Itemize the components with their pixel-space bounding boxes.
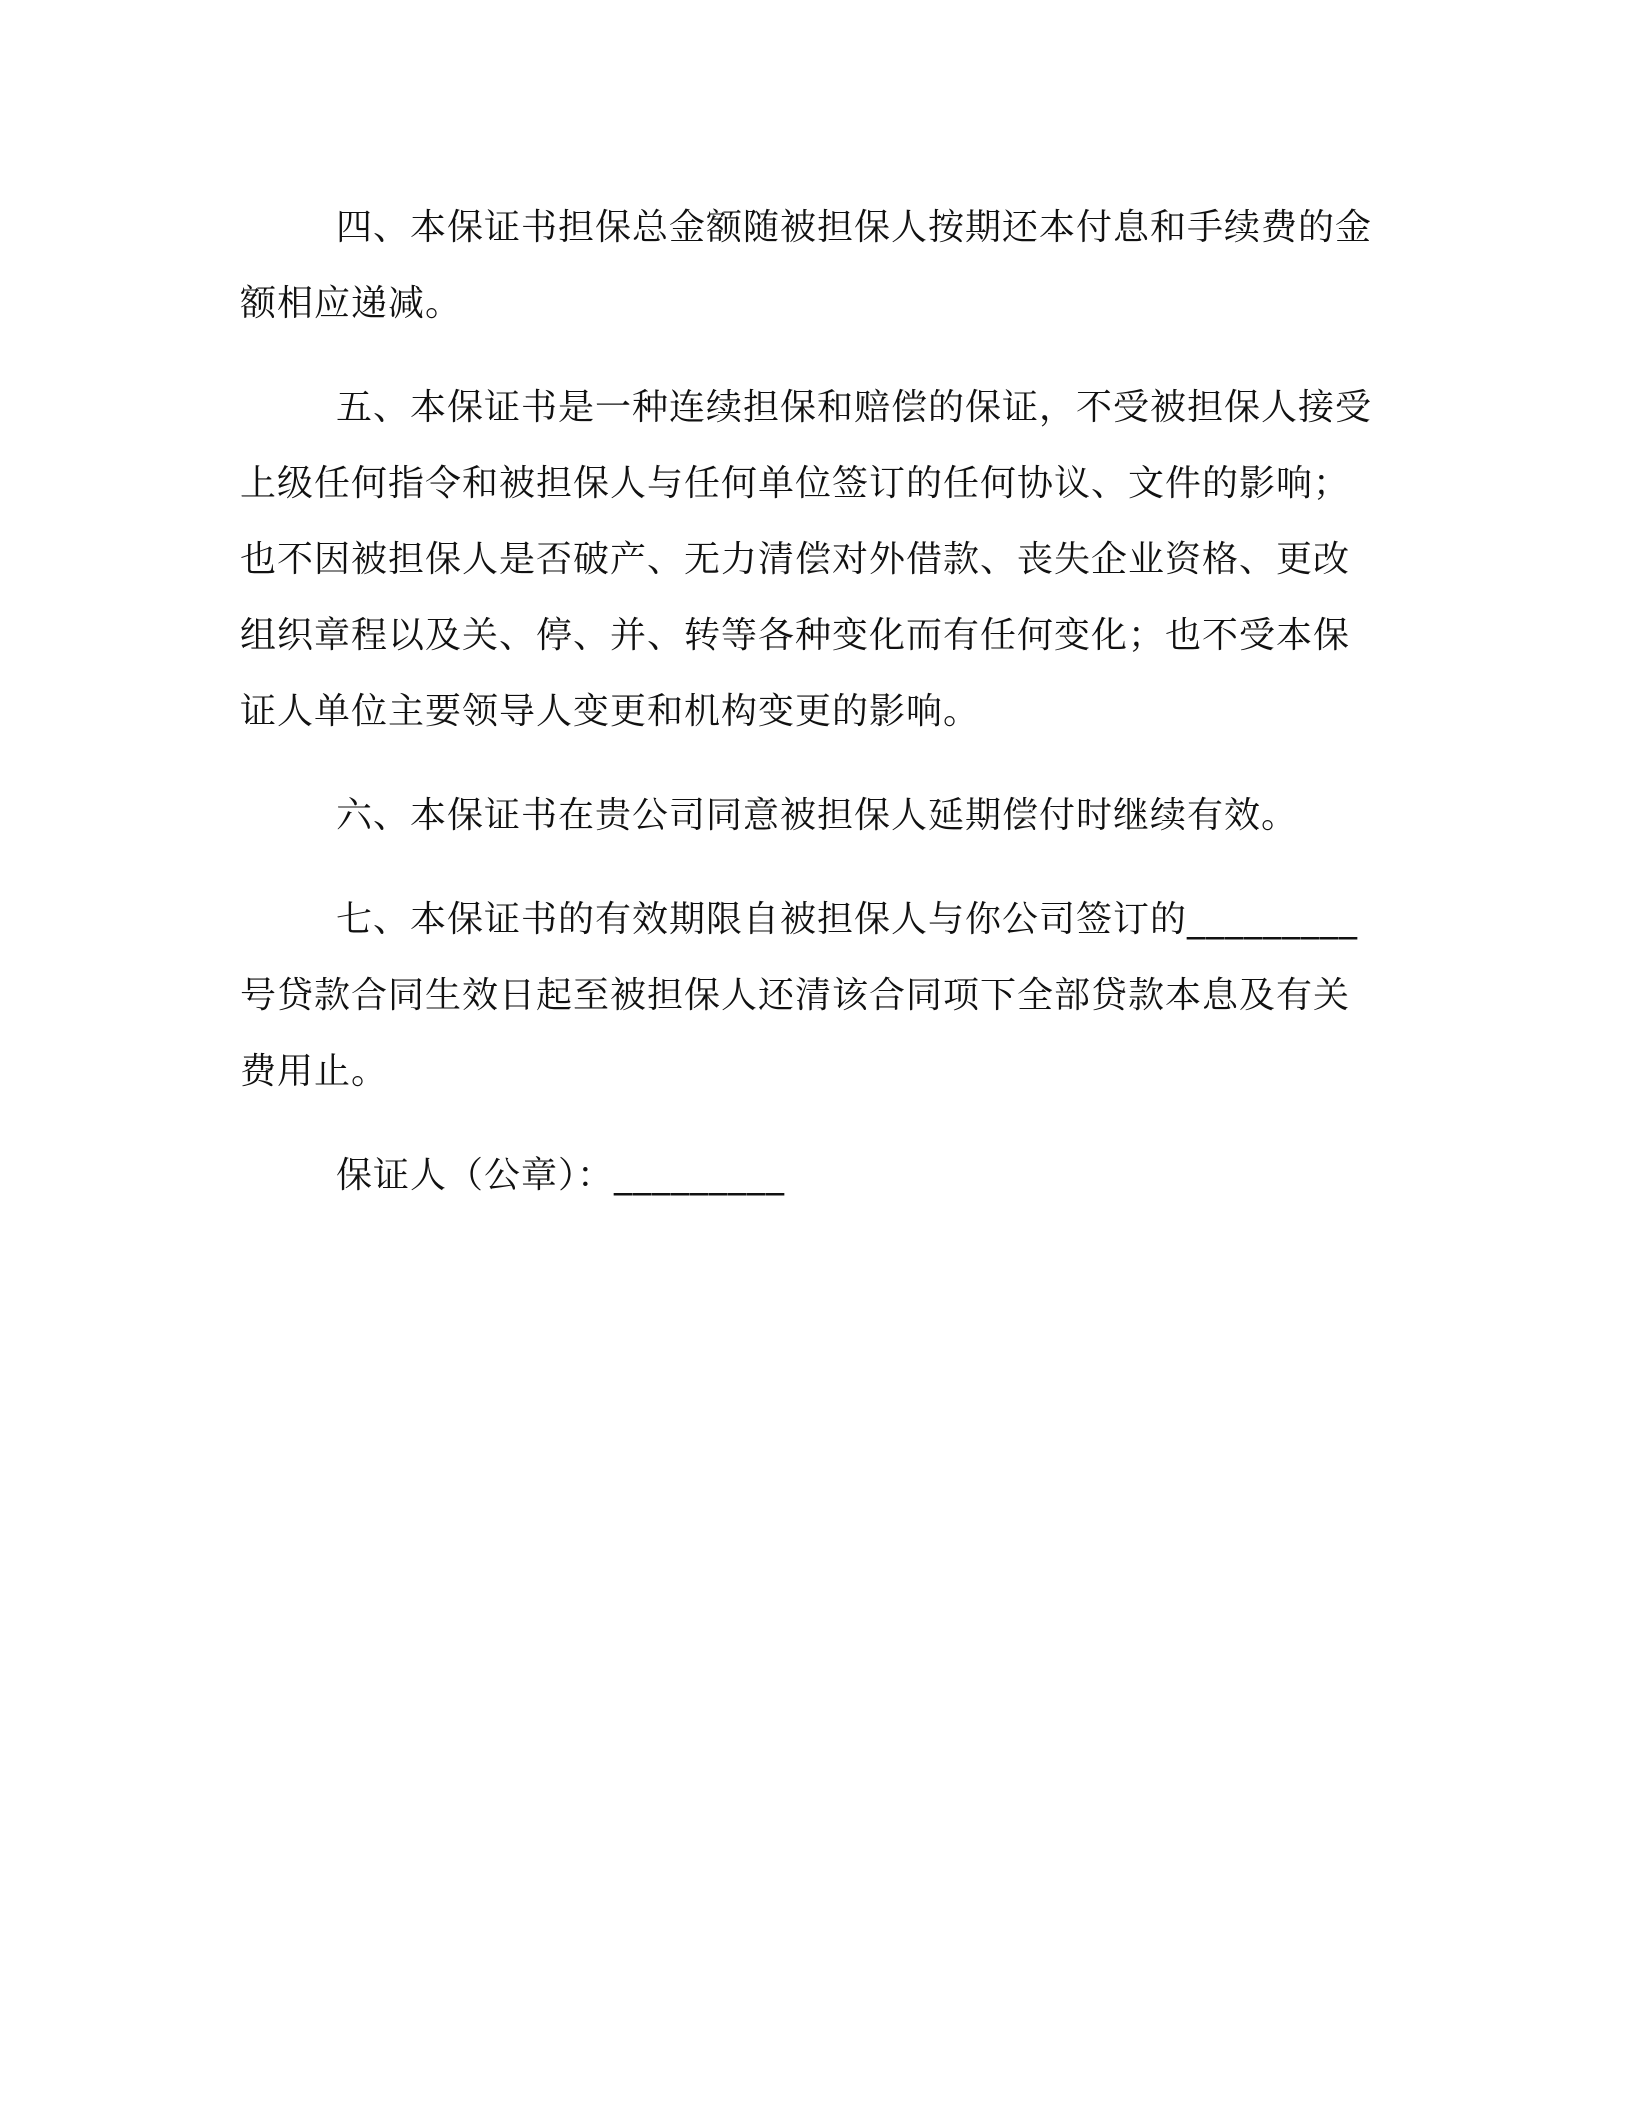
guarantor-signature-line: 保证人（公章）：_________ (336, 1155, 786, 1196)
clause-five: 五、本保证书是一种连续担保和赔偿的保证，不受被担保人接受上级任何指令和被担保人与任何单位签订的任何协议、文件的影响；也不因被担保人是否破产、无力清偿对外借款、丧失企业资格、更改组织章程以及关、停、并、转等各种变化而有任何变化；也不受本保证人单位主要领导人变更和机构变更的影响。 (240, 387, 1373, 732)
clause-seven: 七、本保证书的有效期限自被担保人与你公司签订的_________号贷款合同生效日起至被担保人还清该合同项下全部贷款本息及有关费用止。 (240, 899, 1359, 1092)
clause-four: 四、本保证书担保总金额随被担保人按期还本付息和手续费的金额相应递减。 (240, 207, 1373, 324)
document-page (240, 190, 1380, 1214)
clause-six: 六、本保证书在贵公司同意被担保人延期偿付时继续有效。 (336, 795, 1299, 836)
